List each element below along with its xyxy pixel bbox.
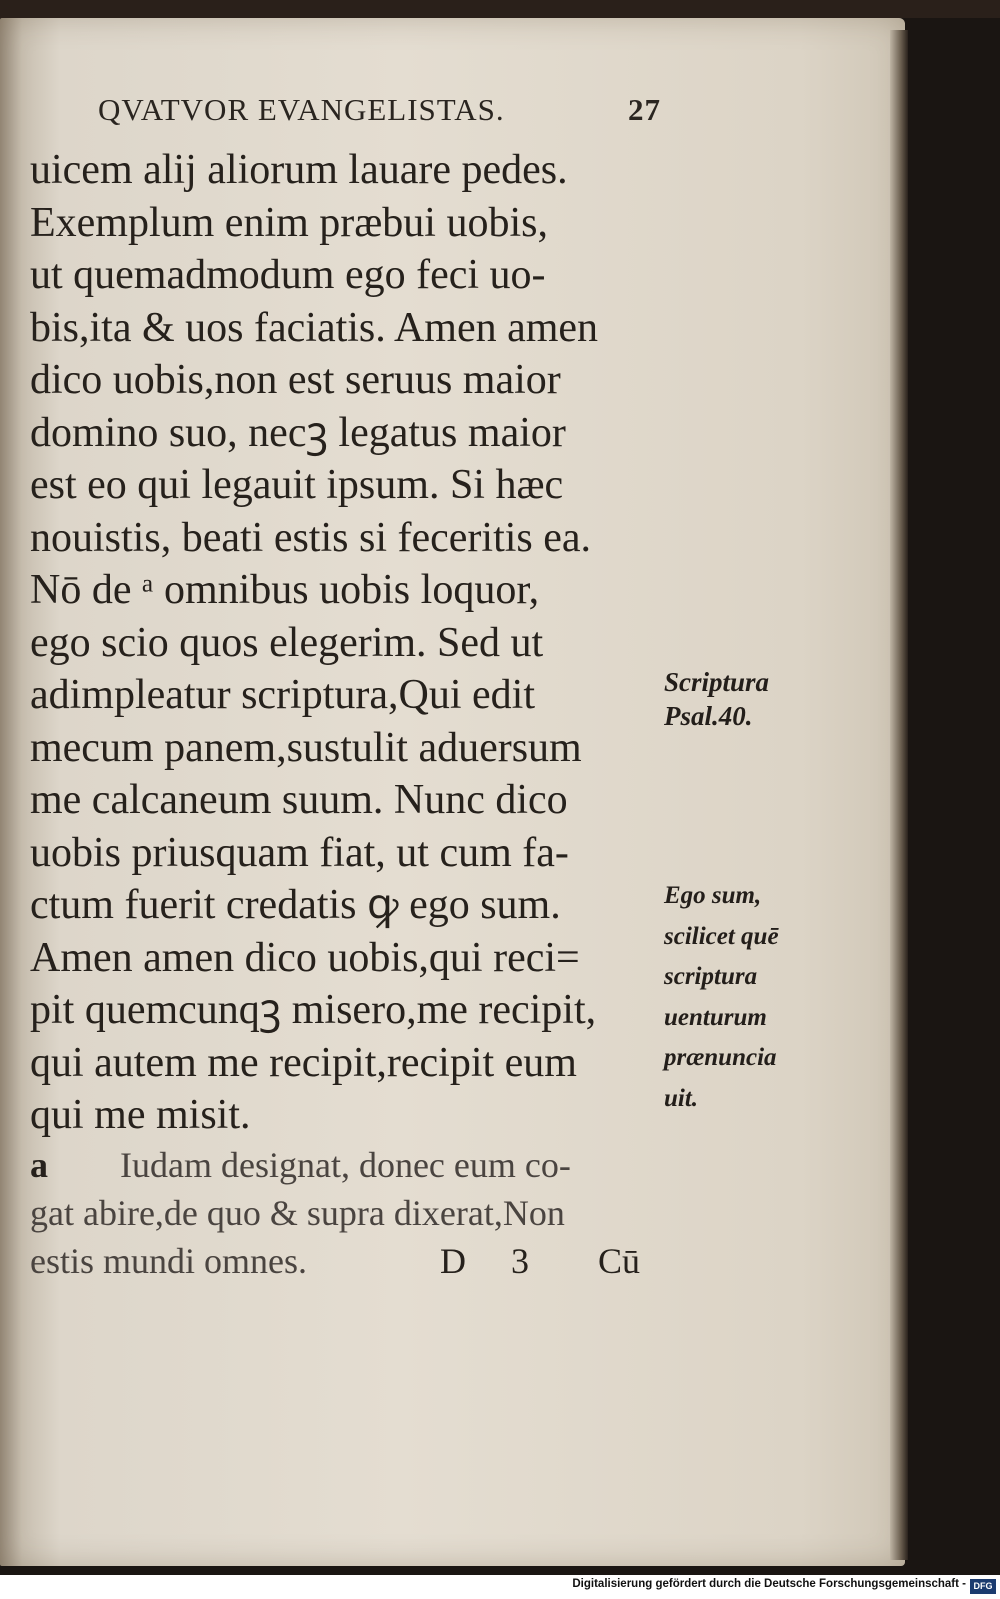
marginal-line: uenturum bbox=[664, 1003, 767, 1031]
text-line: Nō de ᵃ omnibus uobis loquor, bbox=[30, 567, 540, 613]
page-fore-edge bbox=[890, 30, 908, 1560]
scan-top-strip bbox=[0, 0, 1000, 18]
dfg-logo-icon: DFG bbox=[970, 1579, 996, 1594]
main-text-block bbox=[30, 144, 670, 1142]
catchword: Cū bbox=[598, 1241, 641, 1281]
footnote-line bbox=[30, 1237, 670, 1285]
text-line: dico uobis,non est seruus maior bbox=[30, 357, 561, 403]
footnote-line: gat abire,de quo & supra dixerat,Non bbox=[30, 1193, 565, 1233]
marginal-line: prænuncia bbox=[664, 1044, 777, 1071]
text-line: est eo qui legauit ipsum. Si hæc bbox=[30, 462, 564, 508]
folio-number: 27 bbox=[628, 92, 661, 127]
text-line: ctum fuerit credatis ꝙ ego sum. bbox=[30, 882, 561, 928]
marginal-line: Psal.40. bbox=[664, 701, 753, 731]
running-title: QVATVOR EVANGELISTAS. bbox=[98, 92, 505, 127]
text-line: bis,ita & uos faciatis. Amen amen bbox=[30, 304, 599, 351]
marginal-note-scriptura bbox=[664, 665, 769, 733]
text-line: mecum panem,sustulit aduersum bbox=[30, 724, 582, 771]
text-line: nouistis, beati estis si feceritis ea. bbox=[30, 514, 592, 561]
text-line: ego scio quos elegerim. Sed ut bbox=[30, 619, 544, 666]
book-page bbox=[0, 18, 905, 1566]
text-line: Exemplum enim præbui uobis, bbox=[30, 199, 548, 246]
running-header bbox=[98, 92, 698, 132]
funding-credit: Digitalisierung gefördert durch die Deutsche Forschungsgemeinschaft - bbox=[572, 1578, 966, 1590]
digitization-footer bbox=[0, 1575, 1000, 1599]
text-line: Amen amen dico uobis,qui reci= bbox=[30, 934, 580, 981]
marginal-line: Scriptura bbox=[664, 667, 770, 697]
footnote-block bbox=[30, 1141, 670, 1285]
text-line: uobis priusquam fiat, ut cum fa- bbox=[30, 829, 569, 876]
footnote-marker: a bbox=[30, 1145, 48, 1185]
marginal-note-ego-sum bbox=[664, 876, 779, 1119]
text-line: me calcaneum suum. Nunc dico bbox=[30, 777, 568, 823]
footnote-line bbox=[30, 1141, 670, 1189]
text-line: uicem alij aliorum lauare pedes. bbox=[30, 147, 568, 193]
marginal-line: scriptura bbox=[664, 963, 758, 990]
text-line: qui autem me recipit,recipit eum bbox=[30, 1039, 577, 1086]
marginal-line: Ego sum, bbox=[664, 882, 762, 909]
marginal-line: scilicet quē bbox=[664, 922, 779, 950]
text-line: ut quemadmodum ego feci uo- bbox=[30, 252, 546, 298]
text-line: domino suo, necꝫ legatus maior bbox=[30, 409, 566, 456]
marginal-line: uit. bbox=[664, 1084, 699, 1112]
text-line: adimpleatur scriptura,Qui edit bbox=[30, 672, 536, 718]
text-line: pit quemcunqꝫ misero,me recipit, bbox=[30, 987, 597, 1033]
text-line: qui me misit. bbox=[30, 1092, 251, 1138]
signature-mark: D 3 bbox=[440, 1241, 547, 1281]
footnote-text: Iudam designat, donec eum co- bbox=[120, 1145, 571, 1185]
footnote-text: estis mundi omnes. bbox=[30, 1241, 307, 1281]
